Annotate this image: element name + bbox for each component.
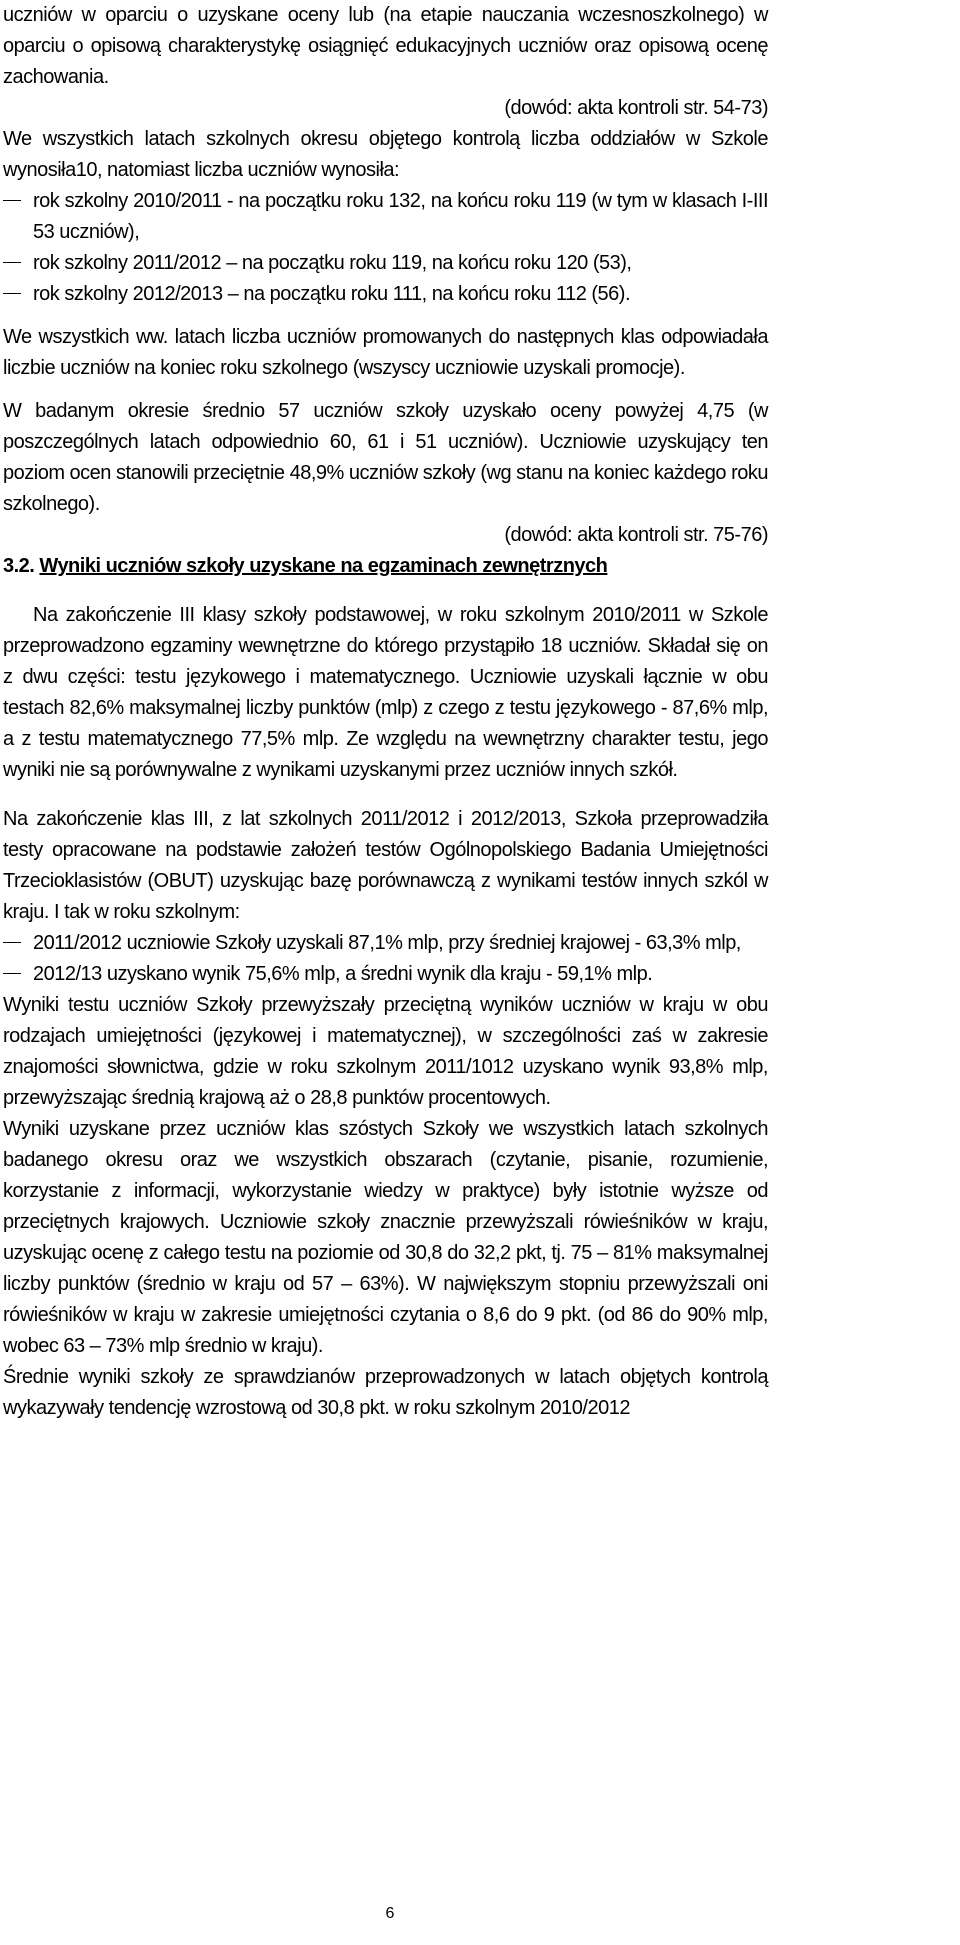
list-item [3, 186, 768, 248]
paragraph-classes: We wszystkich latach szkolnych okresu objętego kontrolą liczba oddziałów w Szkole wynosiła10, natomiast liczba uczniów wynosiła: [3, 128, 768, 181]
dash-bullet-icon [3, 262, 21, 263]
list-item-text: 2012/13 uzyskano wynik 75,6% mlp, a średni wynik dla kraju - 59,1% mlp. [33, 963, 653, 985]
paragraph-assessment: uczniów w oparciu o uzyskane oceny lub (na etapie nauczania wczesnoszkolnego) w oparciu o opisową charakterystykę osiągnięć edukacyjnych uczniów oraz opisową ocenę zachowania. [3, 4, 768, 88]
paragraph-internal-exams: Na zakończenie III klasy szkoły podstawowej, w roku szkolnym 2010/2011 w Szkole przeprowadzono egzaminy wewnętrzne do którego przystąpiło 18 uczniów. Składał się on z dwu części: testu językowego i matematycznego. Uczniowie uzyskali łącznie w obu testach 82,6% maksymalnej liczby punktów (mlp) z czego z testu językowego - 87,6% mlp, a z testu matematycznego 77,5% mlp. Ze względu na wewnętrzny charakter testu, jego wyniki nie są porównywalne z wynikami uzyskanymi przez uczniów innych szkół. [3, 604, 768, 781]
dash-bullet-icon [3, 200, 21, 201]
dash-bullet-icon [3, 942, 21, 943]
dash-bullet-icon [3, 973, 21, 974]
list-item [3, 959, 768, 990]
section-heading [3, 551, 768, 582]
list-item-text: rok szkolny 2011/2012 – na początku roku 119, na końcu roku 120 (53), [33, 252, 632, 274]
list-item [3, 279, 768, 310]
paragraph-promoted: We wszystkich ww. latach liczba uczniów promowanych do następnych klas odpowiadała liczbie uczniów na koniec roku szkolnego (wszyscy uczniowie uzyskali promocje). [3, 326, 768, 379]
list-item-text: rok szkolny 2012/2013 – na początku roku 111, na końcu roku 112 (56). [33, 283, 631, 305]
list-item-text: rok szkolny 2010/2011 - na początku roku 132, na końcu roku 119 (w tym w klasach I-III 53 uczniów), [33, 190, 768, 243]
section-number: 3.2. [3, 555, 35, 577]
list-item [3, 248, 768, 279]
evidence-reference: (dowód: akta kontroli str. 75-76) [504, 524, 768, 546]
document-content [3, 0, 768, 1424]
paragraph-exceeded: Wyniki testu uczniów Szkoły przewyższały przeciętną wyników uczniów w kraju w obu rodzajach umiejętności (językowej i matematycznej), w szczególności zaś w zakresie znajomości słownictwa, gdzie w roku szkolnym 2011/1012 uzyskano wynik 93,8% mlp, przewyższając średnią krajową aż o 28,8 punktów procentowych. [3, 994, 768, 1109]
list-item [3, 928, 768, 959]
evidence-reference: (dowód: akta kontroli str. 54-73) [504, 97, 768, 119]
paragraph-obut: Na zakończenie klas III, z lat szkolnych 2011/2012 i 2012/2013, Szkoła przeprowadziła testy opracowane na podstawie założeń testów Ogólnopolskiego Badania Umiejętności Trzecioklasistów (OBUT) uzyskując bazę porównawczą z wynikami testów innych szkól w kraju. I tak w roku szkolnym: [3, 808, 768, 923]
paragraph-sixth-grade: Wyniki uzyskane przez uczniów klas szóstych Szkoły we wszystkich latach szkolnych badanego okresu oraz we wszystkich obszarach (czytanie, pisanie, rozumienie, korzystanie z informacji, wykorzystanie wiedzy w praktyce) były istotnie wyższe od przeciętnych krajowych. Uczniowie szkoły znacznie przewyższali rówieśników w kraju, uzyskując ocenę z całego testu na poziomie od 30,8 do 32,2 pkt, tj. 75 – 81% maksymalnej liczby punktów (średnio w kraju od 57 – 63%). W największym stopniu przewyższali oni rówieśników w kraju w zakresie umiejętności czytania o 8,6 do 9 pkt. (od 86 do 90% mlp, wobec 63 – 73% mlp średnio w kraju). [3, 1118, 768, 1357]
section-title: Wyniki uczniów szkoły uzyskane na egzaminach zewnętrznych [39, 555, 608, 577]
list-item-text: 2011/2012 uczniowie Szkoły uzyskali 87,1% mlp, przy średniej krajowej - 63,3% mlp, [33, 932, 741, 954]
page-number: 6 [385, 1905, 395, 1922]
paragraph-grades: W badanym okresie średnio 57 uczniów szkoły uzyskało oceny powyżej 4,75 (w poszczególnych latach odpowiednio 60, 61 i 51 uczniów). Uczniowie uzyskujący ten poziom ocen stanowili przeciętnie 48,9% uczniów szkoły (wg stanu na koniec każdego roku szkolnego). [3, 400, 768, 515]
paragraph-trend: Średnie wyniki szkoły ze sprawdzianów przeprowadzonych w latach objętych kontrolą wykazywały tendencję wzrostową od 30,8 pkt. w roku szkolnym 2010/2012 [3, 1366, 768, 1419]
dash-bullet-icon [3, 293, 21, 294]
